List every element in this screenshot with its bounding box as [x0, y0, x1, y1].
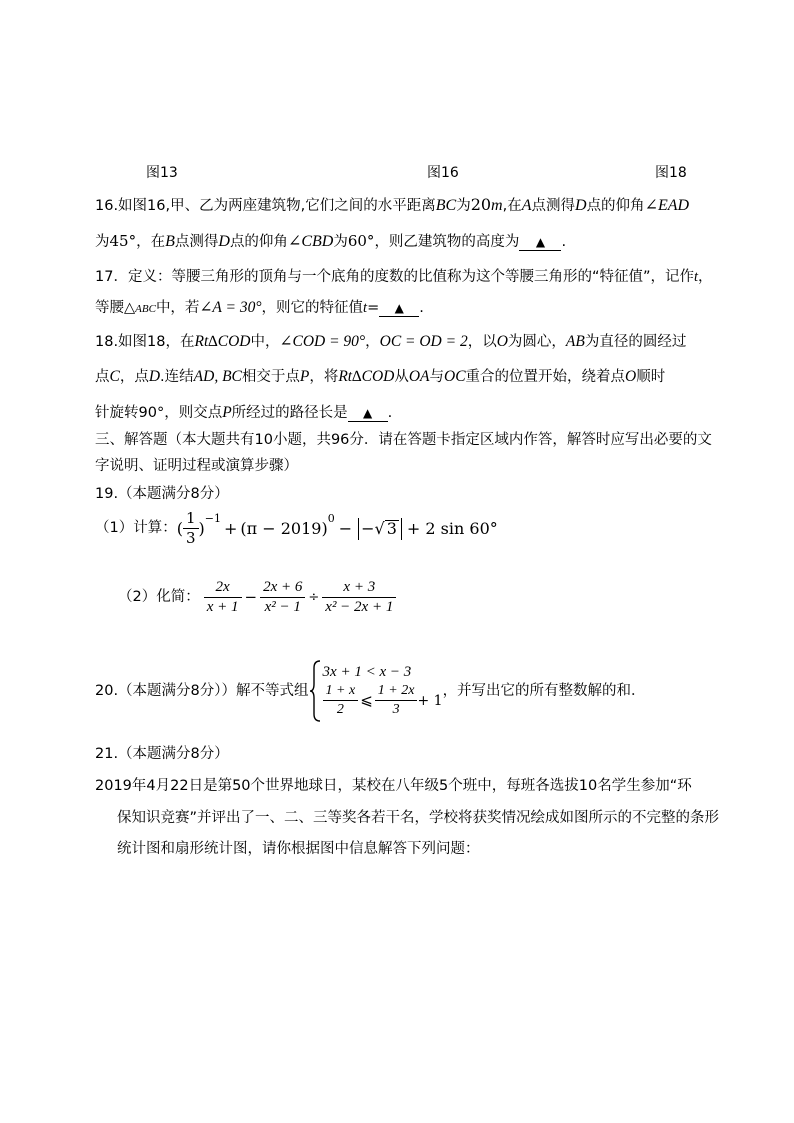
q16-line2: 为45°，在B点测得D点的仰角∠CBD为60°，则乙建筑物的高度为 ▲ . [95, 232, 567, 250]
q20-system [95, 660, 646, 722]
left-brace-icon [310, 660, 322, 722]
q17-line2: 等腰△ABC中，若∠A = 30°，则它的特征值t= ▲ . [95, 299, 424, 316]
q18-answer-blank [348, 406, 388, 422]
q21-line2: 保知识竞赛”并评出了一、二、三等奖各若干名，学校将获奖情况绘成如图所示的不完整的条形 [117, 810, 720, 826]
section3-line1: 三、解答题（本大题共有10小题，共96分．请在答题卡指定区域内作答，解答时应写出必要的文 [95, 432, 712, 448]
answer-mark-icon: ▲ [535, 235, 546, 249]
q21-line1: 2019年4月22日是第50个世界地球日，某校在八年级5个班中，每班各选拔10名学生参加“环 [95, 778, 692, 794]
q18-line1: 18.如图18，在Rt∆COD中，∠COD = 90°，OC = OD = 2，以O为圆心，AB为直径的圆经过 [95, 333, 687, 350]
q17-line1: 17．定义：等腰三角形的顶角与一个底角的度数的比值称为这个等腰三角形的“特征值”，记作t， [95, 269, 713, 285]
q19-fraction-1: $\frac{2x}{x + 1}$ [204, 580, 242, 615]
q17-answer-blank [379, 301, 419, 317]
q16-line1: 16.如图16,甲、乙为两座建筑物,它们之间的水平距离BC为20m,在A点测得D点的仰角∠EAD [95, 195, 690, 214]
answer-mark-icon: ▲ [363, 406, 373, 420]
q20-prefix: 20.（本题满分8分））解不等式组 [95, 682, 309, 699]
q19-fraction-one-third: $\frac{1}{3}$ [183, 511, 199, 546]
q19-part2: （2）化简： $\frac{2x}{x + 1}$ − $\frac{2x + 6}{\text{x² − 1}}$ ÷ $\frac{x + 3}{\text{x² − 2x + 1}}$ [118, 580, 396, 615]
q20-suffix: ，并写出它的所有整数解的和． [442, 682, 646, 699]
q19-title: 19.（本题满分8分） [95, 486, 229, 502]
figure-label-18: 图18 [655, 165, 687, 181]
q20-inequality-1: 3x + 1 < x − 3 [322, 664, 412, 680]
q21-title: 21.（本题满分8分） [95, 746, 229, 762]
q18-line2: 点C，点D.连结AD, BC相交于点P，将Rt∆COD从OA与OC重合的位置开始，绕着点O顺时 [95, 368, 666, 385]
q19-part1: （1）计算： ( $\frac{1}{3}$ ) −1 + (π − 2019) 0 − − √ 3 + 2 sin 60° [95, 509, 498, 547]
figure-label-16: 图16 [427, 165, 459, 181]
q19-fraction-3: $\frac{x + 3}{\text{x² − 2x + 1}}$ [322, 580, 396, 615]
q19-part2-label: （2）化简： [118, 589, 200, 606]
q21-line3: 统计图和扇形统计图，请你根据图中信息解答下列问题： [117, 841, 480, 857]
section3-line2: 字说明、证明过程或演算步骤） [95, 458, 298, 474]
q18-line3: 针旋转90°，则交点P所经过的路径长是 ▲ . [95, 404, 393, 421]
q19-fraction-2: $\frac{2x + 6}{\text{x² − 1}}$ [260, 580, 305, 615]
q19-part1-label: （1）计算： [95, 520, 177, 537]
figure-label-13: 图13 [146, 165, 178, 181]
q20-inequality-2: $\frac{1 + x}{2}$ ⩽ $\frac{1 + 2x}{3}$ + 1 [323, 684, 443, 717]
answer-mark-icon: ▲ [394, 301, 404, 315]
q16-answer-blank [519, 235, 561, 251]
